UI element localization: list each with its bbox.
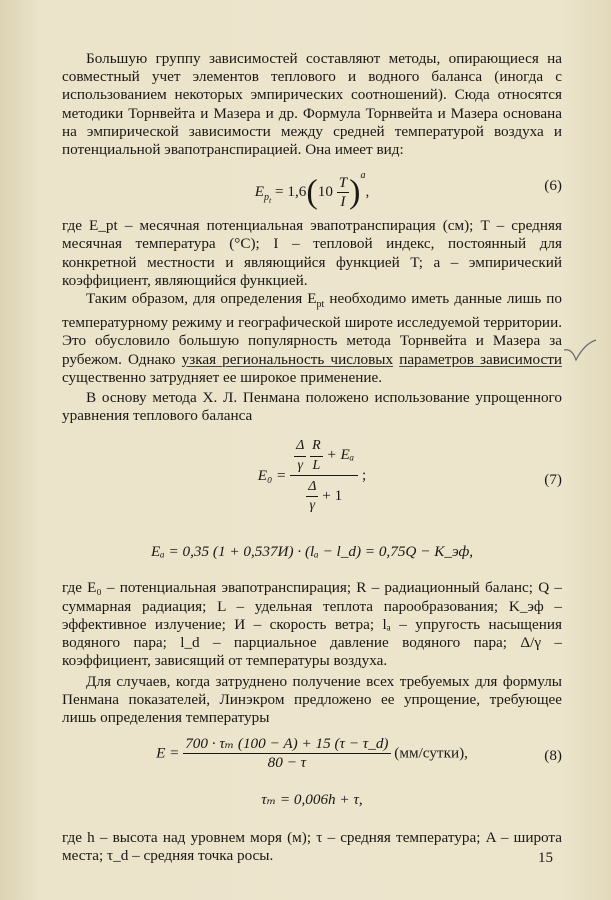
pencil-check-mark [562,338,598,368]
page-number: 15 [538,850,553,866]
paragraph-thus-sub: pt [316,299,325,311]
formula-6-inner: 10 [317,183,333,201]
formula-8-den: 80 − τ [267,754,307,772]
formula-7-den-delta: Δ [306,478,318,497]
paragraph-thus [62,290,562,387]
formula-6-lhs-subsub: t [269,196,272,206]
paragraph-definitions-8: где h – высота над уровнем моря (м); τ – средняя температура; A – широта места; τ_d – средняя точка росы. [62,829,562,865]
formula-7-den-plus: + 1 [322,487,343,505]
formula-6-number: (6) [544,177,562,195]
text-body [62,50,562,866]
formula-7-num-gamma: γ [297,457,303,473]
formula-7-den-gamma: γ [309,498,316,514]
paragraph-definitions-7: где E₀ – потенциальная эвапотранспирация; R – радиационный баланс; Q – суммарная радиация; L – удельная теплота парообразования; K_эф – эффективное излучение; И – скорость ветра; lₐ – упругость насыщения водяного пара; l_d – парциальное давление водяного пара; Δ/γ – коэффициент, зависящий от температуры воздуха. [62,579,562,670]
formula-7-num-plus: + Eₐ [326,446,355,464]
formula-8-line2 [62,787,562,817]
paragraph-thus-b: необходимо иметь данные лишь по температурному режиму и географической широте исследуемой территории. Это обусловило большую популярность метода Торнвейта и Мазера за рубежом. Однако [62,290,562,368]
formula-6-lhs-sub: p [264,192,269,204]
formula-7 [62,437,562,533]
formula-6-coef: = 1,6 [271,183,307,201]
paragraph-penman: В основу метода Х. Л. Пенмана положено использование упрощенного уравнения теплового баланса [62,389,562,425]
formula-8-lhs: E = [156,744,180,762]
underlined-phrase-2: параметров зависимости [399,350,563,368]
formula-7-num-l: L [312,457,321,473]
formula-8-num: 700 · τₘ (100 − A) + 15 (τ − τ_d) [183,735,390,754]
formula-7-line2-text: Eₐ = 0,35 (1 + 0,537И) · (lₐ − l_d) = 0,75Q − K_эф, [150,543,474,561]
formula-6-lhs: E [254,183,264,201]
paragraph-linacre: Для случаев, когда затруднено получение всех требуемых для формулы Пенмана показателей, Линэкром предложено ее упрощение, требующее лишь определения температуры [62,672,562,726]
paragraph-thus-c: существенно затрудняет ее широкое применение. [62,368,383,386]
formula-8-line2-text: τₘ = 0,006h + τ, [261,791,363,809]
formula-7-line2 [62,539,562,569]
paragraph-intro: Большую группу зависимостей составляют методы, опирающиеся на совместный учет элементов теплового и водного баланса (иногда с использованием некоторых эмпирических соотношений). Сюда относятся методики Торнвейта и Мазера и др. Формула Торнвейта и Мазера основана на эмпирической зависимости между средней температурой воздуха и потенциальной эвапотранспирацией. Она имеет вид: [62,50,562,159]
formula-6-tail: , [365,183,370,201]
formula-8-number: (8) [544,747,562,765]
formula-7-tail: ; [362,466,367,484]
formula-6-num: T [337,174,349,193]
formula-6-den: I [340,193,346,211]
formula-7-lhs: E₀ = [257,467,287,485]
formula-7-num-delta: Δ [294,437,306,456]
formula-6: $E_{p_t} = 1,6(10$ $\frac{T}{I}$ )$^a$, (6) [254,170,562,211]
paragraph-definitions-6: где E_pt – месячная потенциальная эвапотранспирация (см); T – средняя месячная температура (°C); I – тепловой индекс, постоянный для конкретной местности и являющийся функцией T; a – эмпирический коэффициент, являющийся функцией. [62,217,562,289]
formula-7-num-r: R [310,437,323,456]
formula-7-number: (7) [544,471,562,489]
paragraph-thus-a: Таким образом, для определения E [86,290,317,308]
formula-8 [62,733,562,781]
formula-6-exp: a [360,170,366,182]
underlined-phrase-1: узкая региональность числовых [181,350,394,368]
formula-8-units: (мм/сутки), [394,744,468,762]
